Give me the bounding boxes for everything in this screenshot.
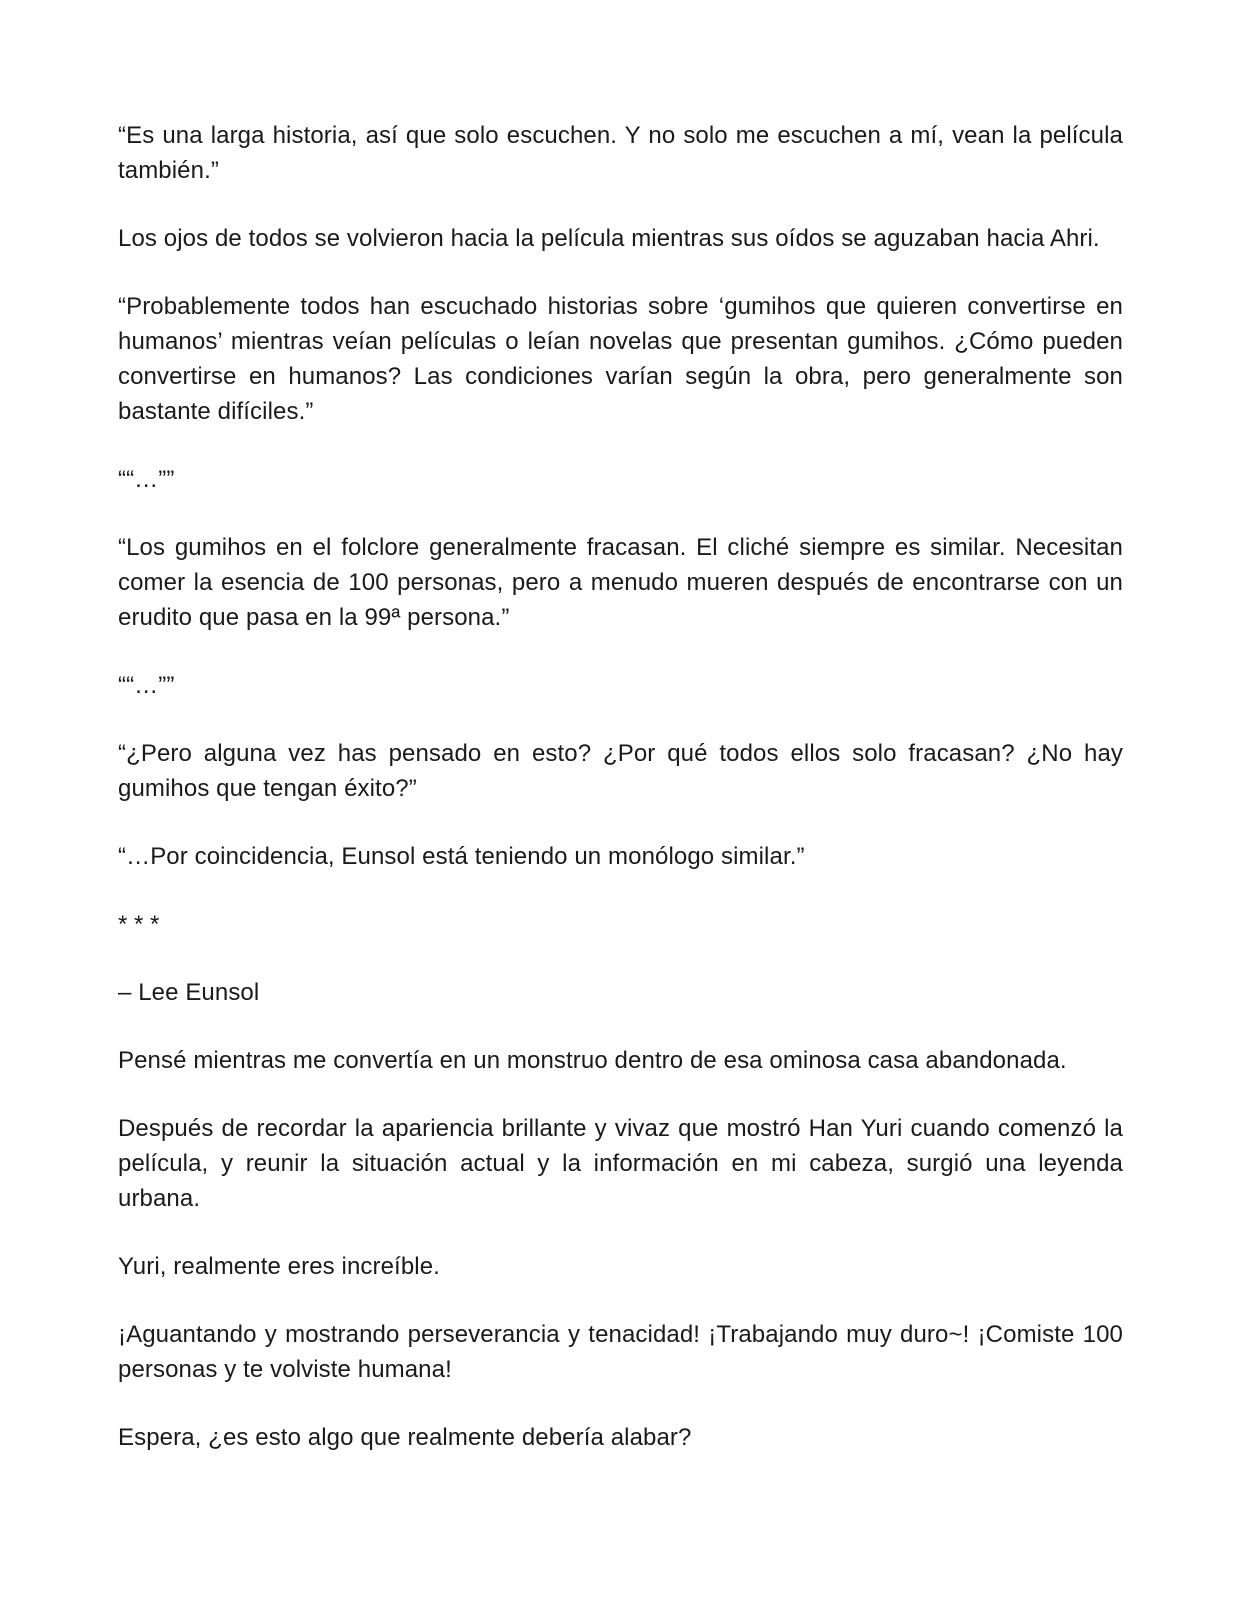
paragraph-4: ““…””	[118, 466, 175, 493]
paragraph-8: “…Por coincidencia, Eunsol está teniendo un monólogo similar.”	[118, 843, 805, 870]
paragraph-14: ¡Aguantando y mostrando perseverancia y tenacidad! ¡Trabajando muy duro~! ¡Comiste 100 personas y te volviste humana!	[118, 1321, 1123, 1383]
paragraph-11: Pensé mientras me convertía en un monstruo dentro de esa ominosa casa abandonada.	[118, 1047, 1067, 1074]
paragraph-5: “Los gumihos en el folclore generalmente fracasan. El cliché siempre es similar. Necesitan comer la esencia de 100 personas, pero a menudo mueren después de encontrarse con un erudito que pasa en la 99ª persona.”	[118, 534, 1123, 631]
paragraph-2: Los ojos de todos se volvieron hacia la película mientras sus oídos se aguzaban hacia Ahri.	[118, 225, 1100, 252]
paragraph-3: “Probablemente todos han escuchado historias sobre ‘gumihos que quieren convertirse en humanos’ mientras veían películas o leían novelas que presentan gumihos. ¿Cómo pueden convertirse en humanos? Las condiciones varían según la obra, pero generalmente son bastante difíciles.”	[118, 293, 1123, 425]
paragraph-13: Yuri, realmente eres increíble.	[118, 1253, 440, 1280]
paragraph-7: “¿Pero alguna vez has pensado en esto? ¿Por qué todos ellos solo fracasan? ¿No hay gumihos que tengan éxito?”	[118, 740, 1123, 802]
paragraph-6: ““…””	[118, 672, 175, 699]
paragraph-15: Espera, ¿es esto algo que realmente debería alabar?	[118, 1424, 692, 1451]
paragraph-1: “Es una larga historia, así que solo escuchen. Y no solo me escuchen a mí, vean la película también.”	[118, 122, 1123, 184]
scene-break: * * *	[118, 911, 160, 938]
paragraph-12: Después de recordar la apariencia brillante y vivaz que mostró Han Yuri cuando comenzó la película, y reunir la situación actual y la información en mi cabeza, surgió una leyenda urbana.	[118, 1115, 1123, 1212]
section-heading: – Lee Eunsol	[118, 979, 260, 1006]
